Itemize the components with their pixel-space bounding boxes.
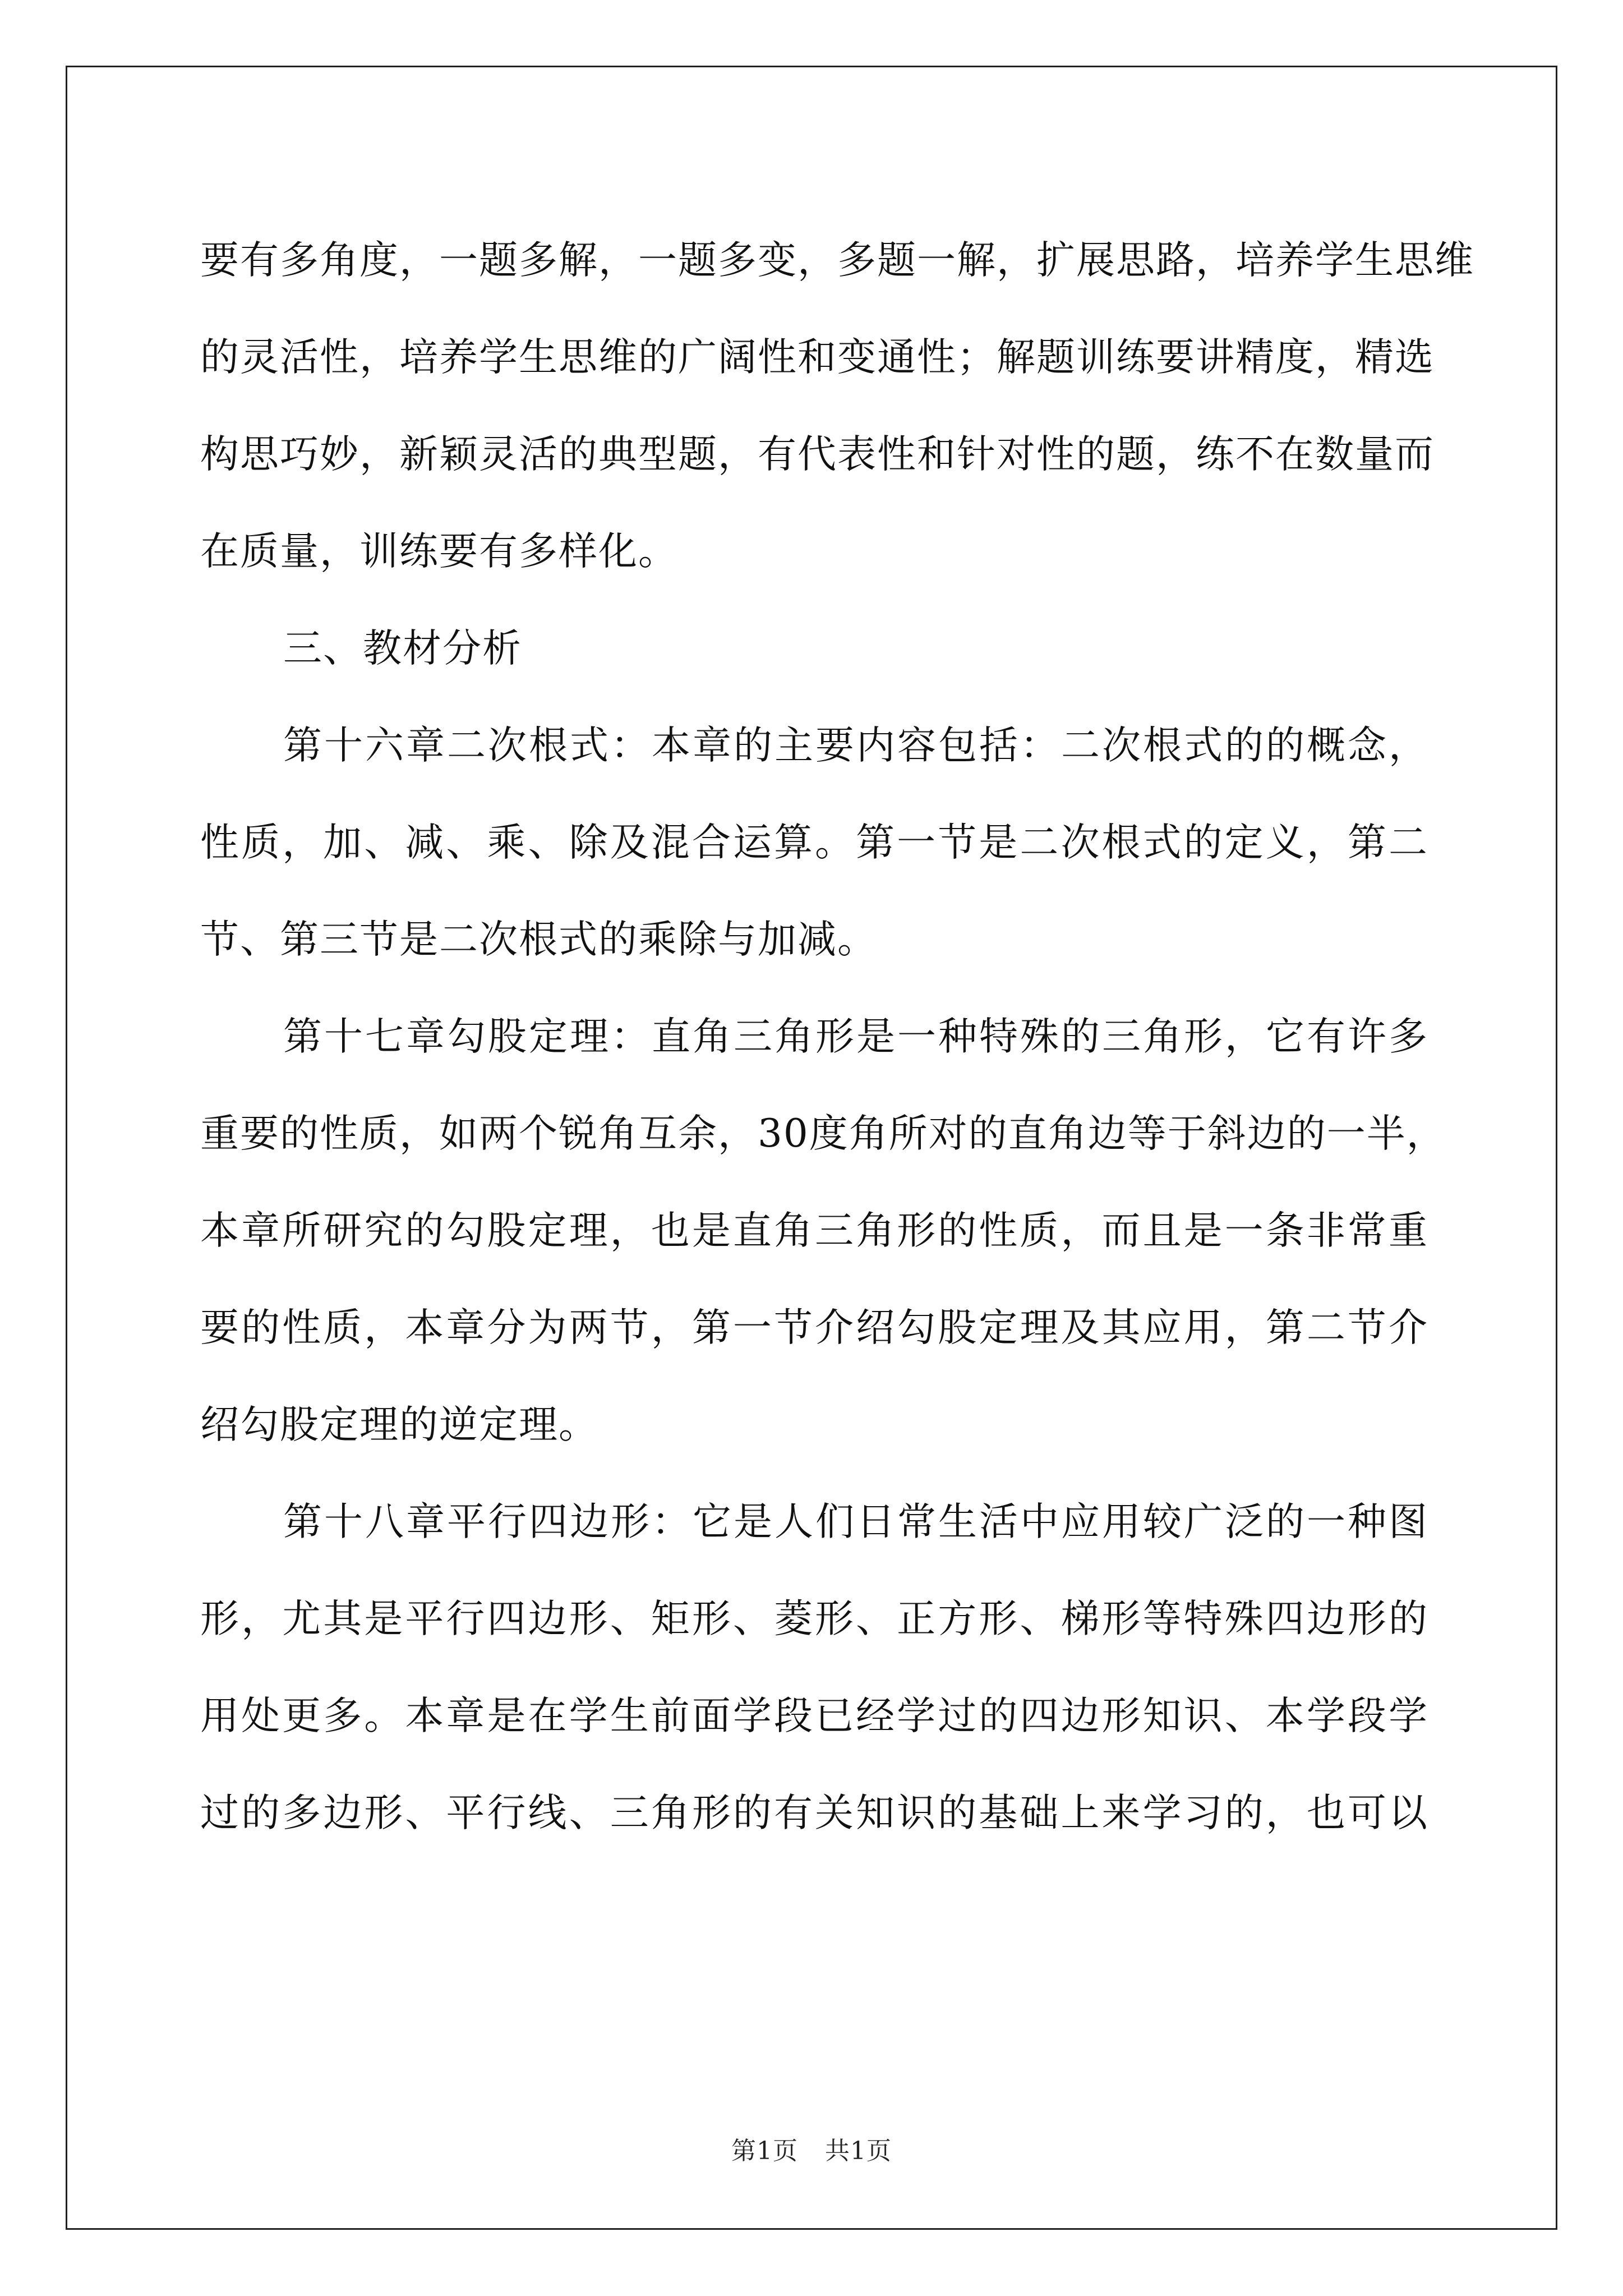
page-number: 第1页 — [731, 2137, 798, 2165]
page-total: 共1页 — [825, 2137, 892, 2165]
text-line: 节、第三节是二次根式的乘除与加减。 — [200, 917, 877, 962]
text-line: 重要的性质，如两个锐角互余，30度角所对的直角边等于斜边的一半， — [200, 1111, 1446, 1156]
document-body — [200, 212, 1474, 1862]
text-line: 用处更多。本章是在学生前面学段已经学过的四边形知识、本学段学 — [200, 1694, 1428, 1738]
text-line: 性质，加、减、乘、除及混合运算。第一节是二次根式的定义，第二 — [200, 820, 1428, 865]
text-line: 要有多角度，一题多解，一题多变，多题一解，扩展思路，培养学生思维 — [200, 238, 1474, 283]
text-line: 过的多边形、平行线、三角形的有关知识的基础上来学习的，也可以 — [200, 1791, 1428, 1835]
text-line: 本章所研究的勾股定理，也是直角三角形的性质，而且是一条非常重 — [200, 1208, 1428, 1253]
text-line: 绍勾股定理的逆定理。 — [200, 1402, 598, 1447]
text-line: 第十七章勾股定理：直角三角形是一种特殊的三角形，它有许多 — [283, 1014, 1428, 1059]
text-line: 第十六章二次根式：本章的主要内容包括：二次根式的的概念， — [283, 723, 1428, 768]
page-footer — [0, 2131, 1623, 2166]
text-line: 形，尤其是平行四边形、矩形、菱形、正方形、梯形等特殊四边形的 — [200, 1596, 1428, 1641]
text-line: 要的性质，本章分为两节，第一节介绍勾股定理及其应用，第二节介 — [200, 1305, 1428, 1350]
text-line: 构思巧妙，新颖灵活的典型题，有代表性和针对性的题，练不在数量而 — [200, 432, 1435, 477]
section-heading: 三、教材分析 — [283, 626, 522, 671]
text-line: 的灵活性，培养学生思维的广阔性和变通性；解题训练要讲精度，精选 — [200, 335, 1435, 380]
text-line: 第十八章平行四边形：它是人们日常生活中应用较广泛的一种图 — [283, 1499, 1428, 1544]
text-line: 在质量，训练要有多样化。 — [200, 529, 678, 574]
